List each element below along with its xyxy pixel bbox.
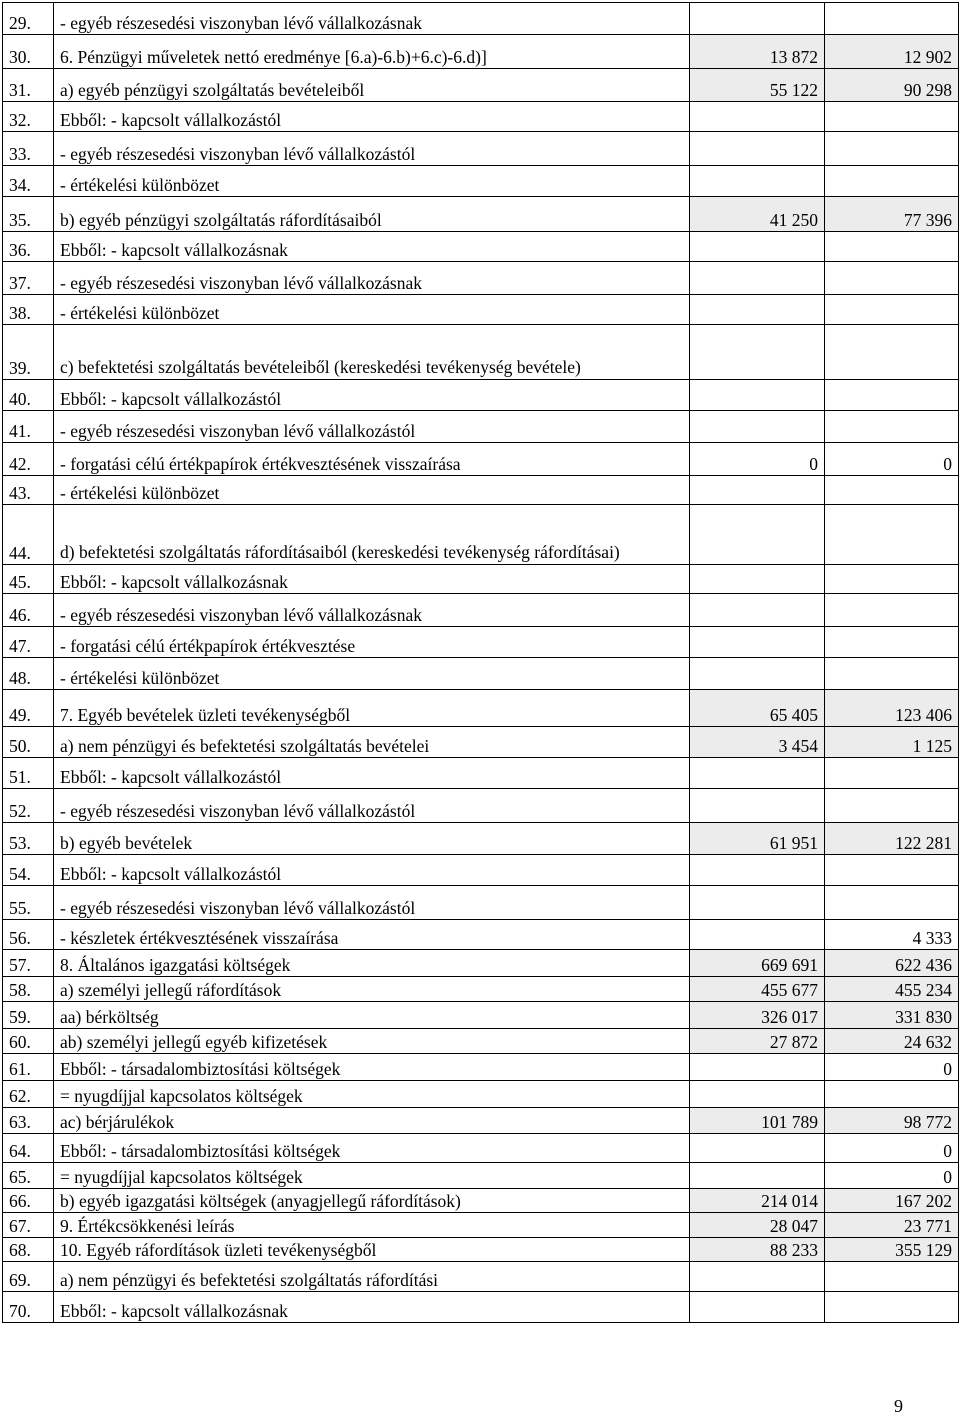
row-label: - készletek értékvesztésének visszaírása bbox=[54, 920, 690, 950]
row-number: 48. bbox=[3, 658, 54, 690]
value-prior-year: 90 298 bbox=[825, 69, 959, 102]
value-prior-year: 0 bbox=[825, 443, 959, 476]
value-prior-year bbox=[825, 325, 959, 380]
value-current-year bbox=[690, 411, 825, 443]
financial-table bbox=[2, 2, 959, 1323]
row-label: - egyéb részesedési viszonyban lévő vállalkozásnak bbox=[54, 594, 690, 627]
row-number: 46. bbox=[3, 594, 54, 627]
table-row bbox=[3, 658, 959, 690]
table-row bbox=[3, 886, 959, 920]
row-number: 47. bbox=[3, 627, 54, 658]
row-number: 70. bbox=[3, 1292, 54, 1323]
value-current-year bbox=[690, 1262, 825, 1292]
row-label: = nyugdíjjal kapcsolatos költségek bbox=[54, 1163, 690, 1189]
table-row bbox=[3, 823, 959, 855]
row-label: ab) személyi jellegű egyéb kifizetések bbox=[54, 1029, 690, 1054]
value-prior-year bbox=[825, 295, 959, 325]
value-prior-year: 1 125 bbox=[825, 727, 959, 758]
value-prior-year bbox=[825, 1081, 959, 1108]
table-row bbox=[3, 102, 959, 132]
row-number: 62. bbox=[3, 1081, 54, 1108]
row-number: 50. bbox=[3, 727, 54, 758]
value-prior-year bbox=[825, 1292, 959, 1323]
value-prior-year: 122 281 bbox=[825, 823, 959, 855]
value-current-year bbox=[690, 627, 825, 658]
row-label: 10. Egyéb ráfordítások üzleti tevékenységből bbox=[54, 1238, 690, 1262]
table-row bbox=[3, 1108, 959, 1134]
row-label: b) egyéb bevételek bbox=[54, 823, 690, 855]
value-prior-year bbox=[825, 3, 959, 35]
table-row bbox=[3, 627, 959, 658]
value-prior-year bbox=[825, 565, 959, 594]
value-prior-year bbox=[825, 102, 959, 132]
value-prior-year bbox=[825, 476, 959, 505]
value-prior-year bbox=[825, 232, 959, 262]
value-prior-year: 0 bbox=[825, 1054, 959, 1081]
value-prior-year bbox=[825, 758, 959, 789]
table-row bbox=[3, 1189, 959, 1213]
table-row bbox=[3, 1292, 959, 1323]
row-label: Ebből: - kapcsolt vállalkozásnak bbox=[54, 232, 690, 262]
row-label: aa) bérköltség bbox=[54, 1002, 690, 1029]
row-label: d) befektetési szolgáltatás ráfordításaiból (kereskedési tevékenység ráfordításai) bbox=[54, 505, 690, 565]
row-number: 66. bbox=[3, 1189, 54, 1213]
table-row bbox=[3, 166, 959, 197]
value-current-year bbox=[690, 758, 825, 789]
value-current-year: 214 014 bbox=[690, 1189, 825, 1213]
row-number: 40. bbox=[3, 380, 54, 411]
row-number: 36. bbox=[3, 232, 54, 262]
value-prior-year: 77 396 bbox=[825, 197, 959, 232]
value-current-year bbox=[690, 3, 825, 35]
row-label: b) egyéb igazgatási költségek (anyagjellegű ráfordítások) bbox=[54, 1189, 690, 1213]
value-current-year bbox=[690, 1163, 825, 1189]
table-row bbox=[3, 1002, 959, 1029]
value-current-year bbox=[690, 1081, 825, 1108]
row-number: 67. bbox=[3, 1213, 54, 1238]
value-current-year bbox=[690, 166, 825, 197]
value-current-year: 101 789 bbox=[690, 1108, 825, 1134]
value-prior-year bbox=[825, 166, 959, 197]
value-current-year bbox=[690, 1134, 825, 1163]
value-prior-year: 123 406 bbox=[825, 690, 959, 727]
row-number: 56. bbox=[3, 920, 54, 950]
table-row bbox=[3, 132, 959, 166]
row-number: 52. bbox=[3, 789, 54, 823]
table-row bbox=[3, 565, 959, 594]
value-current-year: 41 250 bbox=[690, 197, 825, 232]
table-row bbox=[3, 1134, 959, 1163]
row-number: 53. bbox=[3, 823, 54, 855]
table-row bbox=[3, 977, 959, 1002]
value-current-year bbox=[690, 262, 825, 295]
row-number: 64. bbox=[3, 1134, 54, 1163]
table-row bbox=[3, 1081, 959, 1108]
value-current-year bbox=[690, 380, 825, 411]
row-label: Ebből: - kapcsolt vállalkozástól bbox=[54, 758, 690, 789]
value-prior-year bbox=[825, 594, 959, 627]
table-row bbox=[3, 69, 959, 102]
row-label: Ebből: - társadalombiztosítási költségek bbox=[54, 1134, 690, 1163]
row-label: 6. Pénzügyi műveletek nettó eredménye [6.a)-6.b)+6.c)-6.d)] bbox=[54, 35, 690, 69]
value-current-year bbox=[690, 920, 825, 950]
row-label: a) nem pénzügyi és befektetési szolgáltatás ráfordítási bbox=[54, 1262, 690, 1292]
row-number: 44. bbox=[3, 505, 54, 565]
value-prior-year: 355 129 bbox=[825, 1238, 959, 1262]
row-number: 54. bbox=[3, 855, 54, 886]
row-label: b) egyéb pénzügyi szolgáltatás ráfordításaiból bbox=[54, 197, 690, 232]
row-label: - egyéb részesedési viszonyban lévő vállalkozástól bbox=[54, 886, 690, 920]
value-prior-year bbox=[825, 411, 959, 443]
row-number: 63. bbox=[3, 1108, 54, 1134]
value-current-year: 28 047 bbox=[690, 1213, 825, 1238]
row-label: Ebből: - kapcsolt vállalkozásnak bbox=[54, 565, 690, 594]
value-prior-year: 331 830 bbox=[825, 1002, 959, 1029]
table-row bbox=[3, 1029, 959, 1054]
row-number: 69. bbox=[3, 1262, 54, 1292]
value-prior-year bbox=[825, 505, 959, 565]
value-prior-year: 98 772 bbox=[825, 1108, 959, 1134]
row-number: 49. bbox=[3, 690, 54, 727]
row-label: Ebből: - kapcsolt vállalkozástól bbox=[54, 102, 690, 132]
row-number: 35. bbox=[3, 197, 54, 232]
row-label: - egyéb részesedési viszonyban lévő vállalkozástól bbox=[54, 789, 690, 823]
row-label: a) egyéb pénzügyi szolgáltatás bevételeiből bbox=[54, 69, 690, 102]
value-current-year bbox=[690, 658, 825, 690]
row-label: - egyéb részesedési viszonyban lévő vállalkozástól bbox=[54, 411, 690, 443]
table-row bbox=[3, 262, 959, 295]
row-label: - forgatási célú értékpapírok értékvesztésének visszaírása bbox=[54, 443, 690, 476]
value-prior-year: 4 333 bbox=[825, 920, 959, 950]
table-row bbox=[3, 443, 959, 476]
value-current-year bbox=[690, 594, 825, 627]
table-row bbox=[3, 758, 959, 789]
value-current-year bbox=[690, 295, 825, 325]
row-label: - értékelési különbözet bbox=[54, 166, 690, 197]
row-number: 45. bbox=[3, 565, 54, 594]
row-label: - egyéb részesedési viszonyban lévő vállalkozásnak bbox=[54, 262, 690, 295]
value-current-year: 61 951 bbox=[690, 823, 825, 855]
row-label: Ebből: - kapcsolt vállalkozástól bbox=[54, 855, 690, 886]
row-number: 55. bbox=[3, 886, 54, 920]
value-current-year: 88 233 bbox=[690, 1238, 825, 1262]
row-label: Ebből: - kapcsolt vállalkozástól bbox=[54, 380, 690, 411]
value-current-year bbox=[690, 325, 825, 380]
row-number: 39. bbox=[3, 325, 54, 380]
row-label: Ebből: - kapcsolt vállalkozásnak bbox=[54, 1292, 690, 1323]
value-current-year: 0 bbox=[690, 443, 825, 476]
row-label: - egyéb részesedési viszonyban lévő vállalkozásnak bbox=[54, 3, 690, 35]
row-label: Ebből: - társadalombiztosítási költségek bbox=[54, 1054, 690, 1081]
table-row bbox=[3, 920, 959, 950]
table-row bbox=[3, 789, 959, 823]
value-prior-year bbox=[825, 262, 959, 295]
row-label: 7. Egyéb bevételek üzleti tevékenységből bbox=[54, 690, 690, 727]
row-number: 61. bbox=[3, 1054, 54, 1081]
value-prior-year: 23 771 bbox=[825, 1213, 959, 1238]
row-label: a) nem pénzügyi és befektetési szolgáltatás bevételei bbox=[54, 727, 690, 758]
row-number: 43. bbox=[3, 476, 54, 505]
table-row bbox=[3, 1213, 959, 1238]
row-label: - egyéb részesedési viszonyban lévő vállalkozástól bbox=[54, 132, 690, 166]
row-label: c) befektetési szolgáltatás bevételeiből (kereskedési tevékenység bevétele) bbox=[54, 325, 690, 380]
value-current-year bbox=[690, 505, 825, 565]
value-prior-year bbox=[825, 855, 959, 886]
row-label: - értékelési különbözet bbox=[54, 658, 690, 690]
row-number: 33. bbox=[3, 132, 54, 166]
row-number: 68. bbox=[3, 1238, 54, 1262]
row-number: 60. bbox=[3, 1029, 54, 1054]
value-prior-year bbox=[825, 627, 959, 658]
value-prior-year: 0 bbox=[825, 1163, 959, 1189]
value-current-year bbox=[690, 886, 825, 920]
row-number: 57. bbox=[3, 950, 54, 977]
row-number: 30. bbox=[3, 35, 54, 69]
row-label: ac) bérjárulékok bbox=[54, 1108, 690, 1134]
financial-table-body bbox=[3, 3, 959, 1323]
row-number: 31. bbox=[3, 69, 54, 102]
row-label: a) személyi jellegű ráfordítások bbox=[54, 977, 690, 1002]
value-prior-year: 24 632 bbox=[825, 1029, 959, 1054]
value-prior-year bbox=[825, 886, 959, 920]
table-row bbox=[3, 232, 959, 262]
value-current-year: 55 122 bbox=[690, 69, 825, 102]
value-prior-year bbox=[825, 132, 959, 166]
value-prior-year: 455 234 bbox=[825, 977, 959, 1002]
row-label: - értékelési különbözet bbox=[54, 476, 690, 505]
row-number: 34. bbox=[3, 166, 54, 197]
table-row bbox=[3, 411, 959, 443]
row-label: 9. Értékcsökkenési leírás bbox=[54, 1213, 690, 1238]
value-current-year: 455 677 bbox=[690, 977, 825, 1002]
table-row bbox=[3, 690, 959, 727]
value-prior-year bbox=[825, 658, 959, 690]
table-row bbox=[3, 594, 959, 627]
value-current-year bbox=[690, 789, 825, 823]
value-current-year: 65 405 bbox=[690, 690, 825, 727]
value-prior-year: 622 436 bbox=[825, 950, 959, 977]
value-current-year bbox=[690, 102, 825, 132]
row-number: 58. bbox=[3, 977, 54, 1002]
value-prior-year bbox=[825, 789, 959, 823]
row-number: 38. bbox=[3, 295, 54, 325]
value-prior-year: 12 902 bbox=[825, 35, 959, 69]
value-current-year: 669 691 bbox=[690, 950, 825, 977]
row-label: - forgatási célú értékpapírok értékvesztése bbox=[54, 627, 690, 658]
row-number: 41. bbox=[3, 411, 54, 443]
row-number: 65. bbox=[3, 1163, 54, 1189]
value-current-year: 326 017 bbox=[690, 1002, 825, 1029]
row-number: 59. bbox=[3, 1002, 54, 1029]
table-row bbox=[3, 505, 959, 565]
table-row bbox=[3, 727, 959, 758]
page-number: 9 bbox=[894, 1396, 903, 1416]
row-number: 51. bbox=[3, 758, 54, 789]
value-current-year bbox=[690, 1054, 825, 1081]
value-prior-year bbox=[825, 380, 959, 411]
value-current-year bbox=[690, 855, 825, 886]
table-row bbox=[3, 325, 959, 380]
value-current-year bbox=[690, 232, 825, 262]
row-number: 32. bbox=[3, 102, 54, 132]
table-row bbox=[3, 35, 959, 69]
table-row bbox=[3, 380, 959, 411]
value-prior-year bbox=[825, 1262, 959, 1292]
value-current-year bbox=[690, 132, 825, 166]
table-row bbox=[3, 1238, 959, 1262]
row-number: 42. bbox=[3, 443, 54, 476]
value-current-year bbox=[690, 476, 825, 505]
row-label: 8. Általános igazgatási költségek bbox=[54, 950, 690, 977]
table-row bbox=[3, 1262, 959, 1292]
table-row bbox=[3, 1163, 959, 1189]
row-label: - értékelési különbözet bbox=[54, 295, 690, 325]
table-row bbox=[3, 3, 959, 35]
table-row bbox=[3, 295, 959, 325]
row-number: 29. bbox=[3, 3, 54, 35]
row-label: = nyugdíjjal kapcsolatos költségek bbox=[54, 1081, 690, 1108]
value-current-year: 27 872 bbox=[690, 1029, 825, 1054]
value-current-year: 13 872 bbox=[690, 35, 825, 69]
table-row bbox=[3, 855, 959, 886]
row-number: 37. bbox=[3, 262, 54, 295]
table-row bbox=[3, 197, 959, 232]
table-row bbox=[3, 950, 959, 977]
value-current-year bbox=[690, 1292, 825, 1323]
value-prior-year: 0 bbox=[825, 1134, 959, 1163]
value-prior-year: 167 202 bbox=[825, 1189, 959, 1213]
table-row bbox=[3, 1054, 959, 1081]
value-current-year bbox=[690, 565, 825, 594]
value-current-year: 3 454 bbox=[690, 727, 825, 758]
table-row bbox=[3, 476, 959, 505]
